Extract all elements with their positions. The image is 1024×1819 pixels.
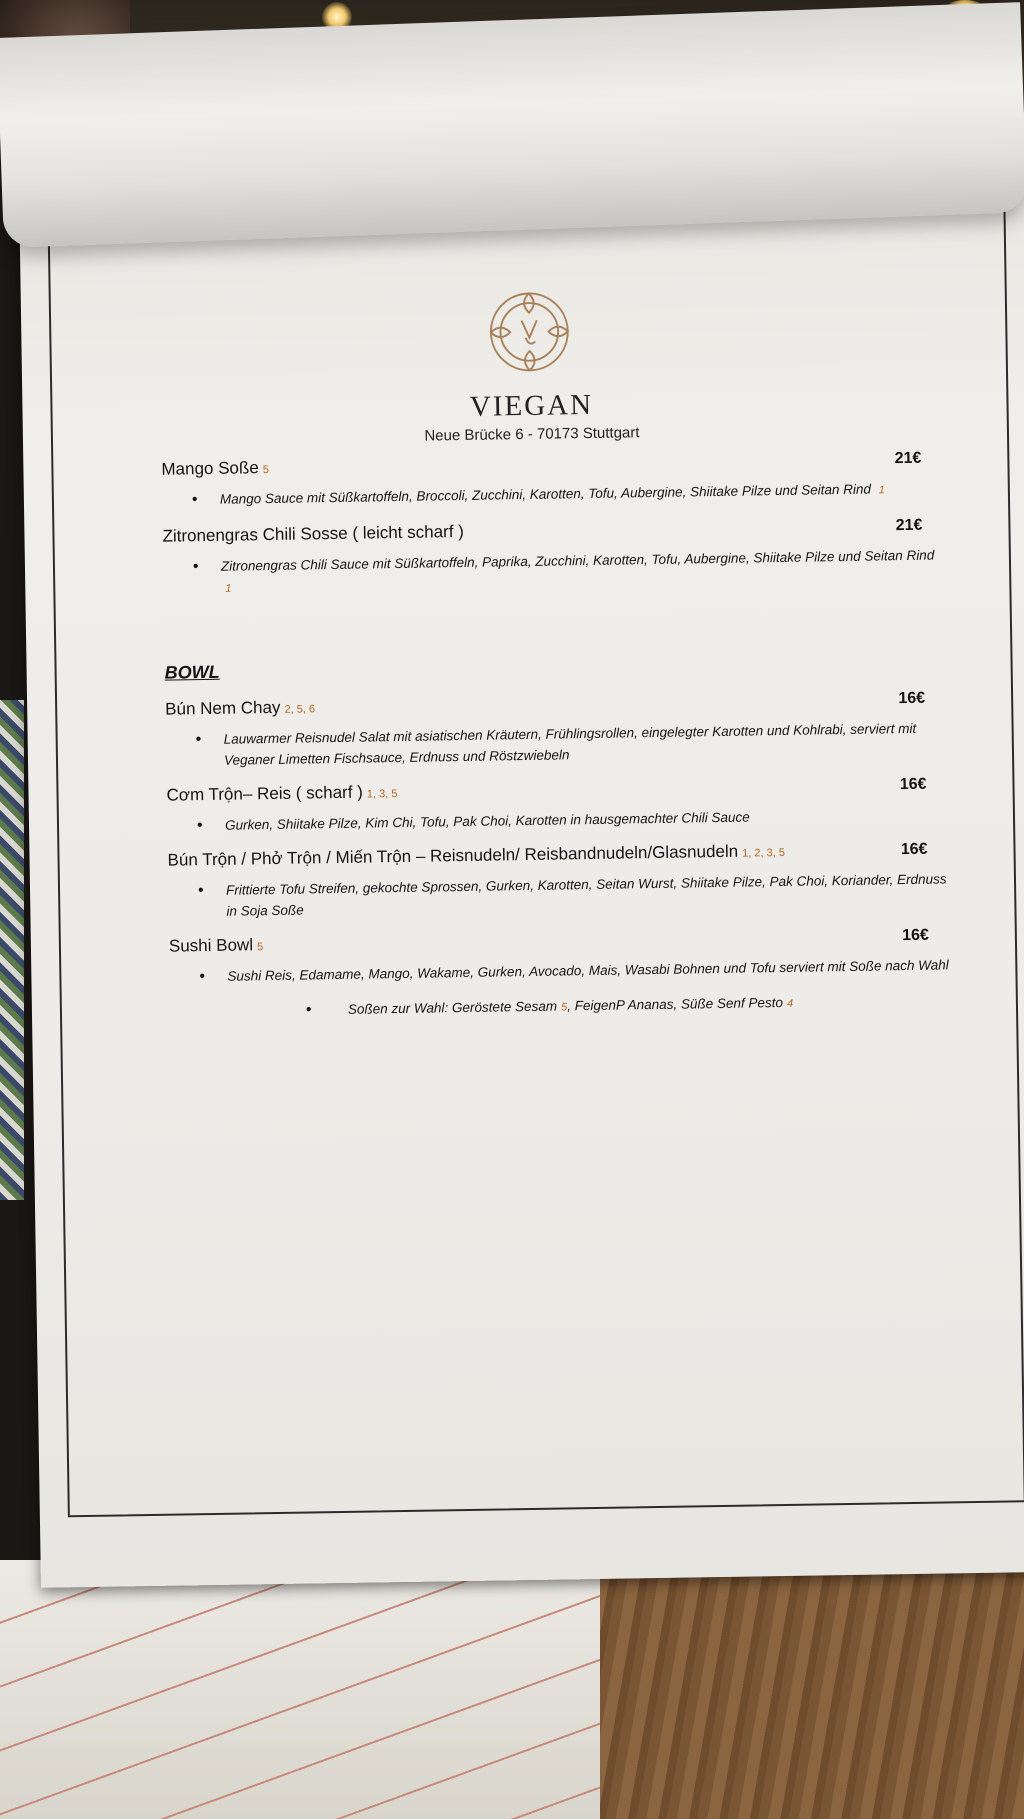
item-name: Mango Soße xyxy=(161,458,259,479)
menu-content xyxy=(161,447,950,1038)
item-name: Cơm Trộn– Reis ( scharf ) xyxy=(166,782,363,805)
menu-item xyxy=(167,838,948,922)
item-title xyxy=(169,935,264,956)
item-title xyxy=(165,697,315,719)
allergen-codes: 5 xyxy=(262,464,270,477)
allergen-codes: 4 xyxy=(786,997,794,1010)
sauce-options: • Soßen zur Wahl: Geröstete Sesam 5, FeigenP Ananas, Süße Senf Pesto 4 xyxy=(170,989,950,1024)
item-description: • Gurken, Shiitake Pilze, Kim Chi, Tofu, Pak Choi, Karotten in hausgemachter Chili Sauce xyxy=(167,803,947,836)
menu-item xyxy=(162,514,943,600)
item-description: • Lauwarmer Reisnudel Salat mit asiatischen Kräutern, Frühlingsrollen, eingelegter Karotten und Kohlrabi, serviert mit Veganer Limetten Fischsauce, Erdnuss und Röstzwiebeln xyxy=(166,717,947,771)
section-title-bowl: BOWL xyxy=(164,661,220,683)
item-name: Bún Trộn / Phở Trộn / Miến Trộn – Reisnudeln/ Reisbandnudeln/Glasnudeln xyxy=(167,841,739,870)
item-description: • Frittierte Tofu Streifen, gekochte Sprossen, Gurken, Karotten, Seitan Wurst, Shiitake Pilze, Pak Choi, Koriander, Erdnuss in Soja Soße xyxy=(168,868,949,922)
item-title xyxy=(161,458,269,480)
item-title xyxy=(166,782,397,806)
item-name: Bún Nem Chay xyxy=(165,697,281,719)
restaurant-name: VIEGAN xyxy=(469,388,594,423)
item-description: • Mango Sauce mit Süßkartoffeln, Broccoli, Zucchini, Karotten, Tofu, Aubergine, Shiitake Pilze und Seitan Rind 1 xyxy=(162,477,942,512)
item-name: Zitronengras Chili Sosse ( leicht scharf ) xyxy=(162,521,464,546)
item-price: 16€ xyxy=(902,926,929,945)
item-price: 16€ xyxy=(900,840,928,859)
item-price: 21€ xyxy=(894,449,922,468)
allergen-codes: 1 xyxy=(878,484,885,497)
menu-item xyxy=(165,687,946,771)
item-price: 21€ xyxy=(895,516,923,535)
wooden-table xyxy=(560,1560,1024,1819)
allergen-codes: 1, 3, 5 xyxy=(366,788,398,801)
menu-item xyxy=(169,924,950,1024)
allergen-codes: 5 xyxy=(560,1001,568,1014)
item-title xyxy=(167,841,785,871)
viegan-logo-icon xyxy=(481,283,578,380)
folded-paper-top xyxy=(0,2,1024,248)
menu-item xyxy=(166,773,947,836)
allergen-codes: 2, 5, 6 xyxy=(284,703,316,716)
allergen-codes: 1 xyxy=(225,582,232,595)
item-description: • Zitronengras Chili Sauce mit Süßkartoffeln, Paprika, Zucchini, Karotten, Tofu, Aubergine, Shiitake Pilze und Seitan Rind 1 xyxy=(163,544,944,600)
item-description: • Sushi Reis, Edamame, Mango, Wakame, Gurken, Avocado, Mais, Wasabi Bohnen und Tofu serviert mit Soße nach Wahl xyxy=(169,954,949,987)
page-border xyxy=(47,182,1024,1517)
item-price: 16€ xyxy=(898,689,926,708)
napkin xyxy=(0,1560,600,1819)
item-name: Sushi Bowl xyxy=(168,935,254,956)
allergen-codes: 1, 2, 3, 5 xyxy=(742,846,786,860)
menu-sheet xyxy=(18,112,1024,1588)
plaid-sleeve xyxy=(0,700,24,1200)
item-price: 16€ xyxy=(899,775,927,794)
allergen-codes: 5 xyxy=(256,941,264,954)
menu-item xyxy=(161,447,942,512)
restaurant-address: Neue Brücke 6 - 70173 Stuttgart xyxy=(424,424,640,445)
